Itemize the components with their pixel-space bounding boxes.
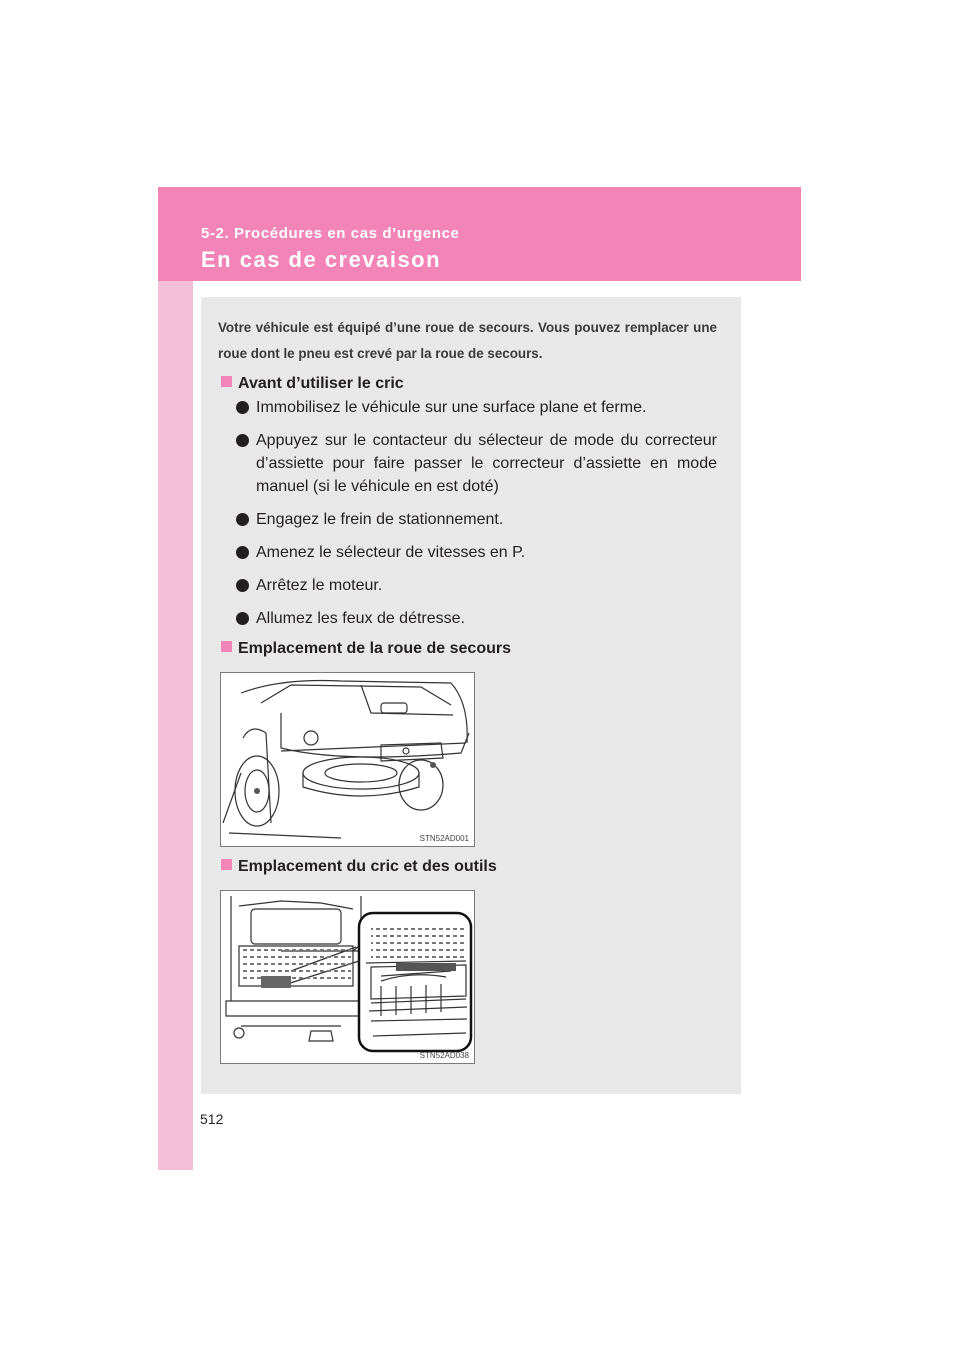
square-bullet-icon [221, 859, 232, 870]
heading-before-jack [221, 375, 404, 393]
heading-text: Emplacement du cric et des outils [238, 858, 497, 875]
list-item: Engagez le frein de stationnement. [236, 508, 717, 531]
heading-jack-tools [221, 858, 497, 876]
round-bullet-icon [236, 513, 249, 526]
vehicle-rear-underside-illustration [221, 673, 474, 846]
list-item: Amenez le sélecteur de vitesses en P. [236, 541, 717, 564]
page-sidebar-band [158, 187, 193, 1170]
list-item: Arrêtez le moteur. [236, 574, 717, 597]
section-label: 5-2. Procédures en cas d’urgence [201, 225, 460, 242]
jack-tools-figure [220, 890, 475, 1064]
page-title: En cas de crevaison [201, 247, 442, 272]
figure-code: STN52AD001 [419, 834, 469, 843]
heading-spare-wheel [221, 640, 511, 658]
round-bullet-icon [236, 612, 249, 625]
page-number: 512 [200, 1111, 224, 1127]
luggage-compartment-illustration [221, 891, 474, 1063]
intro-paragraph: Votre véhicule est équipé d’une roue de secours. Vous pouvez remplacer une roue dont le pneu est crevé par la roue de secours. [218, 320, 717, 361]
figure-code: STN52AD038 [419, 1051, 469, 1060]
list-item: Appuyez sur le contacteur du sélecteur de mode du correcteur d’assiette pour faire passer le correcteur d’assiette en mode manuel (si le véhicule en est doté) [236, 429, 717, 498]
list-item: Immobilisez le véhicule sur une surface plane et ferme. [236, 396, 717, 419]
square-bullet-icon [221, 641, 232, 652]
round-bullet-icon [236, 401, 249, 414]
square-bullet-icon [221, 376, 232, 387]
round-bullet-icon [236, 546, 249, 559]
precaution-list [236, 396, 717, 640]
round-bullet-icon [236, 579, 249, 592]
heading-text: Emplacement de la roue de secours [238, 640, 511, 657]
spare-wheel-figure [220, 672, 475, 847]
round-bullet-icon [236, 434, 249, 447]
heading-text: Avant d’utiliser le cric [238, 375, 404, 392]
list-item: Allumez les feux de détresse. [236, 607, 717, 630]
